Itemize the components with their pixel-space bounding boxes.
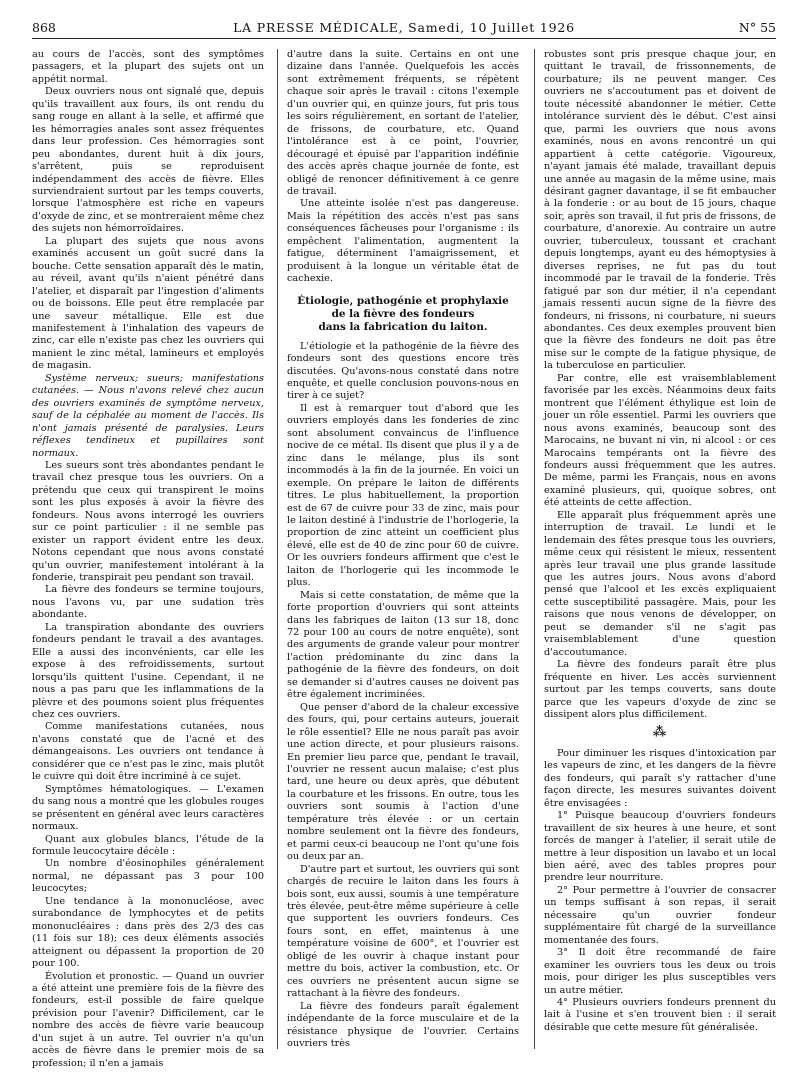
paragraph: La transpiration abondante des ouvriers fondeurs pendant le travail a des avantages. Elle a aussi des inconvénients, car elle les expose à des refroidissements, surtout lorsqu'ils quittent l'usine. Cependant, il ne nous a pas paru que les inflammations de la plèvre et des poumons soient plus fréquentes chez ces ouvriers. <box>32 621 264 721</box>
paragraph: Deux ouvriers nous ont signalé que, depuis qu'ils travaillent aux fours, ils ont rendu du sang rouge en allant à la selle, et affirmé que les hémorragies anales sont assez fréquentes dans leur profession. Ces hémorragies sont peu abondantes, durent huit à dix jours, s'arrêtent, puis se reproduisent indépendamment des accès de fièvre. Elles surviendraient surtout par les temps couverts, lorsque l'atmosphère est riche en vapeurs d'oxyde de zinc, et se montreraient même chez des sujets non hémorroïdaires. <box>32 86 264 235</box>
paragraph: La plupart des sujets que nous avons examinés accusent un goût sucré dans la bouche. Cette sensation apparaît dès le matin, au réveil, avant qu'ils n'aient pénétré dans l'atelier, et disparaît par l'ingestion d'aliments ou de boissons. Elle peut être remplacée par une saveur métallique. Elle est due manifestement à l'inhalation des vapeurs de zinc, car elle n'existe pas chez les ouvriers qui manient le zinc métal, lamineurs et employés de magasin. <box>32 235 264 372</box>
section-heading-line: Étiologie, pathogénie et prophylaxie <box>297 294 509 307</box>
paragraph: Pour diminuer les risques d'intoxication par les vapeurs de zinc, et les dangers de la fièvre des fondeurs, qui paraît s'y rattacher d'une façon directe, les mesures suivantes doivent être envisagées : <box>544 747 776 809</box>
section-heading <box>287 295 519 334</box>
paragraph: Une tendance à la mononucléose, avec surabondance de lymphocytes et de petits mononucléaires : dans près des 2/3 des cas (11 fois sur 18); ces deux éléments associés atteignent ou dépassent la proportion de 20 pour 100. <box>32 895 264 970</box>
paragraph: d'autre dans la suite. Certains en ont une dizaine dans l'année. Quelquefois les accès sont extrêmement fréquents, se répètent chaque soir après le travail : citons l'exemple d'un ouvrier qui, en quinze jours, fut pris tous les soirs régulièrement, en sortant de l'atelier, de frissons, de courbature, etc. Quand l'intolérance est à ce point, l'ouvrier, découragé et épuisé par l'apparition indéfinie des accès après chaque journée de fonte, est obligé de renoncer définitivement à ce genre de travail. <box>287 49 519 197</box>
paragraph: Un nombre d'éosinophiles généralement normal, ne dépassant pas 3 pour 100 leucocytes; <box>32 858 264 895</box>
paragraph: Comme manifestations cutanées, nous n'avons constaté que de l'acné et des démangeaisons. Les ouvriers ont tendance à considérer que ce n'est pas le zinc, mais plutôt le cuivre qui doit être incriminé à ce sujet. <box>32 721 264 783</box>
column-rule <box>277 49 278 1049</box>
paragraph: Les sueurs sont très abondantes pendant le travail chez presque tous les ouvriers. On a prétendu que ceux qui transpirent le moins sont les plus exposés à avoir la fièvre des fondeurs. Nous avons interrogé les ouvriers sur ce point particulier : il ne semble pas exister un rapport évident entre les deux. Notons cependant que nous avons constaté qu'un ouvrier, manifestement intolérant à la fonderie, transpirait peu pendant son travail. <box>32 459 264 584</box>
paragraph: Évolution et pronostic. — Quand un ouvrier a été atteint une première fois de la fièvre des fondeurs, est-il possible de faire quelque prévision pour l'avenir? Difficilement, car le nombre des accès de fièvre varie beaucoup d'un sujet à un autre. Tel ouvrier n'a qu'un accès de fièvre dans le premier mois de sa profession; il n'en a jamais <box>32 970 264 1069</box>
paragraph: La fièvre des fondeurs se termine toujours, nous l'avons vu, par une sudation très abondante. <box>32 584 264 621</box>
paragraph: D'autre part et surtout, les ouvriers qui sont chargés de recuire le laiton dans les fours à bois sont, eux aussi, soumis à une température très élevée, peut-être même supérieure à celle que supportent les ouvriers fondeurs. Ces fours sont, en effet, maintenus à une température voisine de 600°, et l'ouvrier est obligé de les ouvrir à chaque instant pour mettre du bois, activer la combustion, etc. Or ces ouvriers ne présentent aucun signe se rattachant à la fièvre des fondeurs. <box>287 863 519 1000</box>
paragraph: robustes sont pris presque chaque jour, en quittant le travail, de frissonnements, de courbature; ils ne peuvent manger. Ces ouvriers ne s'accoutument pas et doivent de toute nécessité abandonner le métier. Cette intolérance survient dès le début. C'est ainsi que, parmi les ouvriers que nous avons examinés, nous en avons rencontré un qui appartient à cette catégorie. Vigoureux, n'ayant jamais été malade, travaillant depuis une année au magasin de la même usine, mais désirant gagner davantage, il se fit embaucher à la fonderie : or au bout de 15 jours, chaque soir, après son travail, il fut pris de frissons, de courbature, d'anorexie. Au contraire un autre ouvrier, tuberculeux, toussant et crachant depuis longtemps, ayant eu des hémoptysies à diverses reprises, ne fut pas du tout incommodé par le travail de la fonderie. Très fatigué par son dur métier, il n'a cependant jamais ressenti aucun signe de la fièvre des fondeurs, ni frissons, ni courbature, ni sueurs abondantes. Ces deux exemples prouvent bien que la fièvre des fondeurs ne doit pas être mise sur le compte de la fatigue physique, de la tuberculose en particulier. <box>544 49 776 372</box>
paragraph: Quant aux globules blancs, l'étude de la formule leucocytaire décèle : <box>32 833 264 857</box>
paragraph: Mais si cette constatation, de même que la forte proportion d'ouvriers qui sont atteints dans les fabriques de laiton (13 sur 18, donc 72 pour 100 au cours de notre enquête), sont des arguments de grande valeur pour montrer l'action prédominante du zinc dans la pathogénie de la fièvre des fondeurs, on doit se demander si d'autres causes ne doivent pas être également incriminées. <box>287 589 519 701</box>
paragraph: Par contre, elle est vraisemblablement favorisée par les excès. Néanmoins deux faits montrent que l'élément éthylique est loin de jouer un rôle essentiel. Parmi les ouvriers que nous avons examinés, beaucoup sont des Marocains, ne buvant ni vin, ni alcool : or ces Marocains tempérants ont la fièvre des fondeurs aussi fréquemment que les autres. De même, parmi les Français, nous en avons examiné plusieurs, qui, quoique sobres, ont été atteints de cette affection. <box>544 372 776 509</box>
column-2 <box>287 49 519 1049</box>
issue-number: N° 55 <box>738 20 776 35</box>
section-heading-line: de la fièvre des fondeurs <box>331 307 475 320</box>
column-rule <box>534 49 535 1049</box>
list-item: 2° Pour permettre à l'ouvrier de consacrer un temps suffisant à son repas, il serait nécessaire qu'un ouvrier fondeur supplémentaire fût chargé de la surveillance momentanée des fours. <box>544 884 776 946</box>
paragraph: au cours de l'accès, sont des symptômes passagers, et la plupart des sujets ont un appétit normal. <box>32 49 264 85</box>
running-title: LA PRESSE MÉDICALE, Samedi, 10 Juillet 1926 <box>233 20 575 35</box>
list-item: 4° Plusieurs ouvriers fondeurs prennent du lait à l'usine et s'en trouvent bien : il serait désirable que cette mesure fût généralisée. <box>544 996 776 1033</box>
paragraph: Que penser d'abord de la chaleur excessive des fours, qui, pour certains auteurs, jouerait le rôle essentiel? Elle ne nous paraît pas avoir une action directe, et pour plusieurs raisons. En premier lieu parce que, pendant le travail, l'ouvrier ne ressent aucun malaise; c'est plus tard, une heure ou deux après, que débutent la courbature et les frissons. En outre, tous les ouvriers sont soumis à l'action d'une température très élevée : or un certain nombre seulement ont la fièvre des fondeurs, et parmi ceux-ci beaucoup ne l'ont qu'une fois ou deux par an. <box>287 701 519 863</box>
paragraph: L'étiologie et la pathogénie de la fièvre des fondeurs sont des questions encore très discutées. Qu'avons-nous constaté dans notre enquête, et quelle conclusion pouvons-nous en tirer à ce sujet? <box>287 340 519 402</box>
running-header <box>32 18 776 39</box>
paragraph: Une atteinte isolée n'est pas dangereuse. Mais la répétition des accès n'est pas sans conséquences fâcheuses pour l'organisme : ils empêchent l'alimentation, augmentent la fatigue, déterminent l'amaigrissement, et produisent à la longue un véritable état de cachexie. <box>287 198 519 285</box>
paragraph: Elle apparaît plus fréquemment après une interruption de travail. Le lundi et le lendemain des fêtes presque tous les ouvriers, même ceux qui résistent le mieux, ressentent après leur travail une plus grande lassitude que les autres jours. Nous avons d'abord pensé que l'alcool et les excès expliquaient cette susceptibilité passagère. Mais, pour les raisons que nous venons de développer, on peut se demander s'il ne s'agit pas vraisemblablement d'une question d'accoutumance. <box>544 509 776 658</box>
section-separator-asterism: ⁂ <box>652 725 668 741</box>
paragraph: Il est à remarquer tout d'abord que les ouvriers employés dans les fonderies de zinc sont absolument convaincus de l'influence nocive de ce métal. Ils disent que plus il y a de zinc dans le mélange, plus ils sont incommodés à la fin de la journée. En voici un exemple. On prépare le laiton de différents titres. Le plus habituellement, la proportion est de 67 de cuivre pour 33 de zinc, mais pour le laiton destiné à l'industrie de l'horlogerie, la proportion de zinc atteint un coefficient plus élevé, elle est de 40 de zinc pour 60 de cuivre. Or les ouvriers fondeurs affirment que c'est le laiton de l'horlogerie qui les incommode le plus. <box>287 402 519 589</box>
page-number: 868 <box>32 20 56 35</box>
paragraph: La fièvre des fondeurs paraît être plus fréquente en hiver. Les accès surviennent surtout par les temps couverts, sans doute parce que les vapeurs d'oxyde de zinc se dissipent alors plus difficilement. <box>544 659 776 721</box>
list-item: 3° Il doit être recommandé de faire examiner les ouvriers tous les deux ou trois mois, pour diriger les plus susceptibles vers un autre métier. <box>544 947 776 996</box>
paragraph: Symptômes hématologiques. — L'examen du sang nous a montré que les globules rouges se présentent en général avec leurs caractères normaux. <box>32 783 264 833</box>
paragraph: Système nerveux; sueurs; manifestations cutanées. — Nous n'avons relevé chez aucun des ouvriers examinés de symptôme nerveux, sauf de la céphalée au moment de l'accès. Ils n'ont jamais présenté de paralysies. Leurs réflexes tendineux et pupillaires sont normaux. <box>32 372 264 459</box>
paragraph: La fièvre des fondeurs paraît également indépendante de la force musculaire et de la résistance physique de l'ouvrier. Certains ouvriers très <box>287 1000 519 1049</box>
column-1 <box>32 49 264 1069</box>
list-item: 1° Puisque beaucoup d'ouvriers fondeurs travaillent de six heures à une heure, et sont forcés de manger à l'atelier, il serait utile de mettre à leur disposition un lavabo et un local bien aéré, avec des tables propres pour prendre leur nourriture. <box>544 810 776 884</box>
section-heading-line: dans la fabrication du laiton. <box>318 320 488 333</box>
article-body <box>32 49 776 1069</box>
column-3 <box>544 49 776 1049</box>
